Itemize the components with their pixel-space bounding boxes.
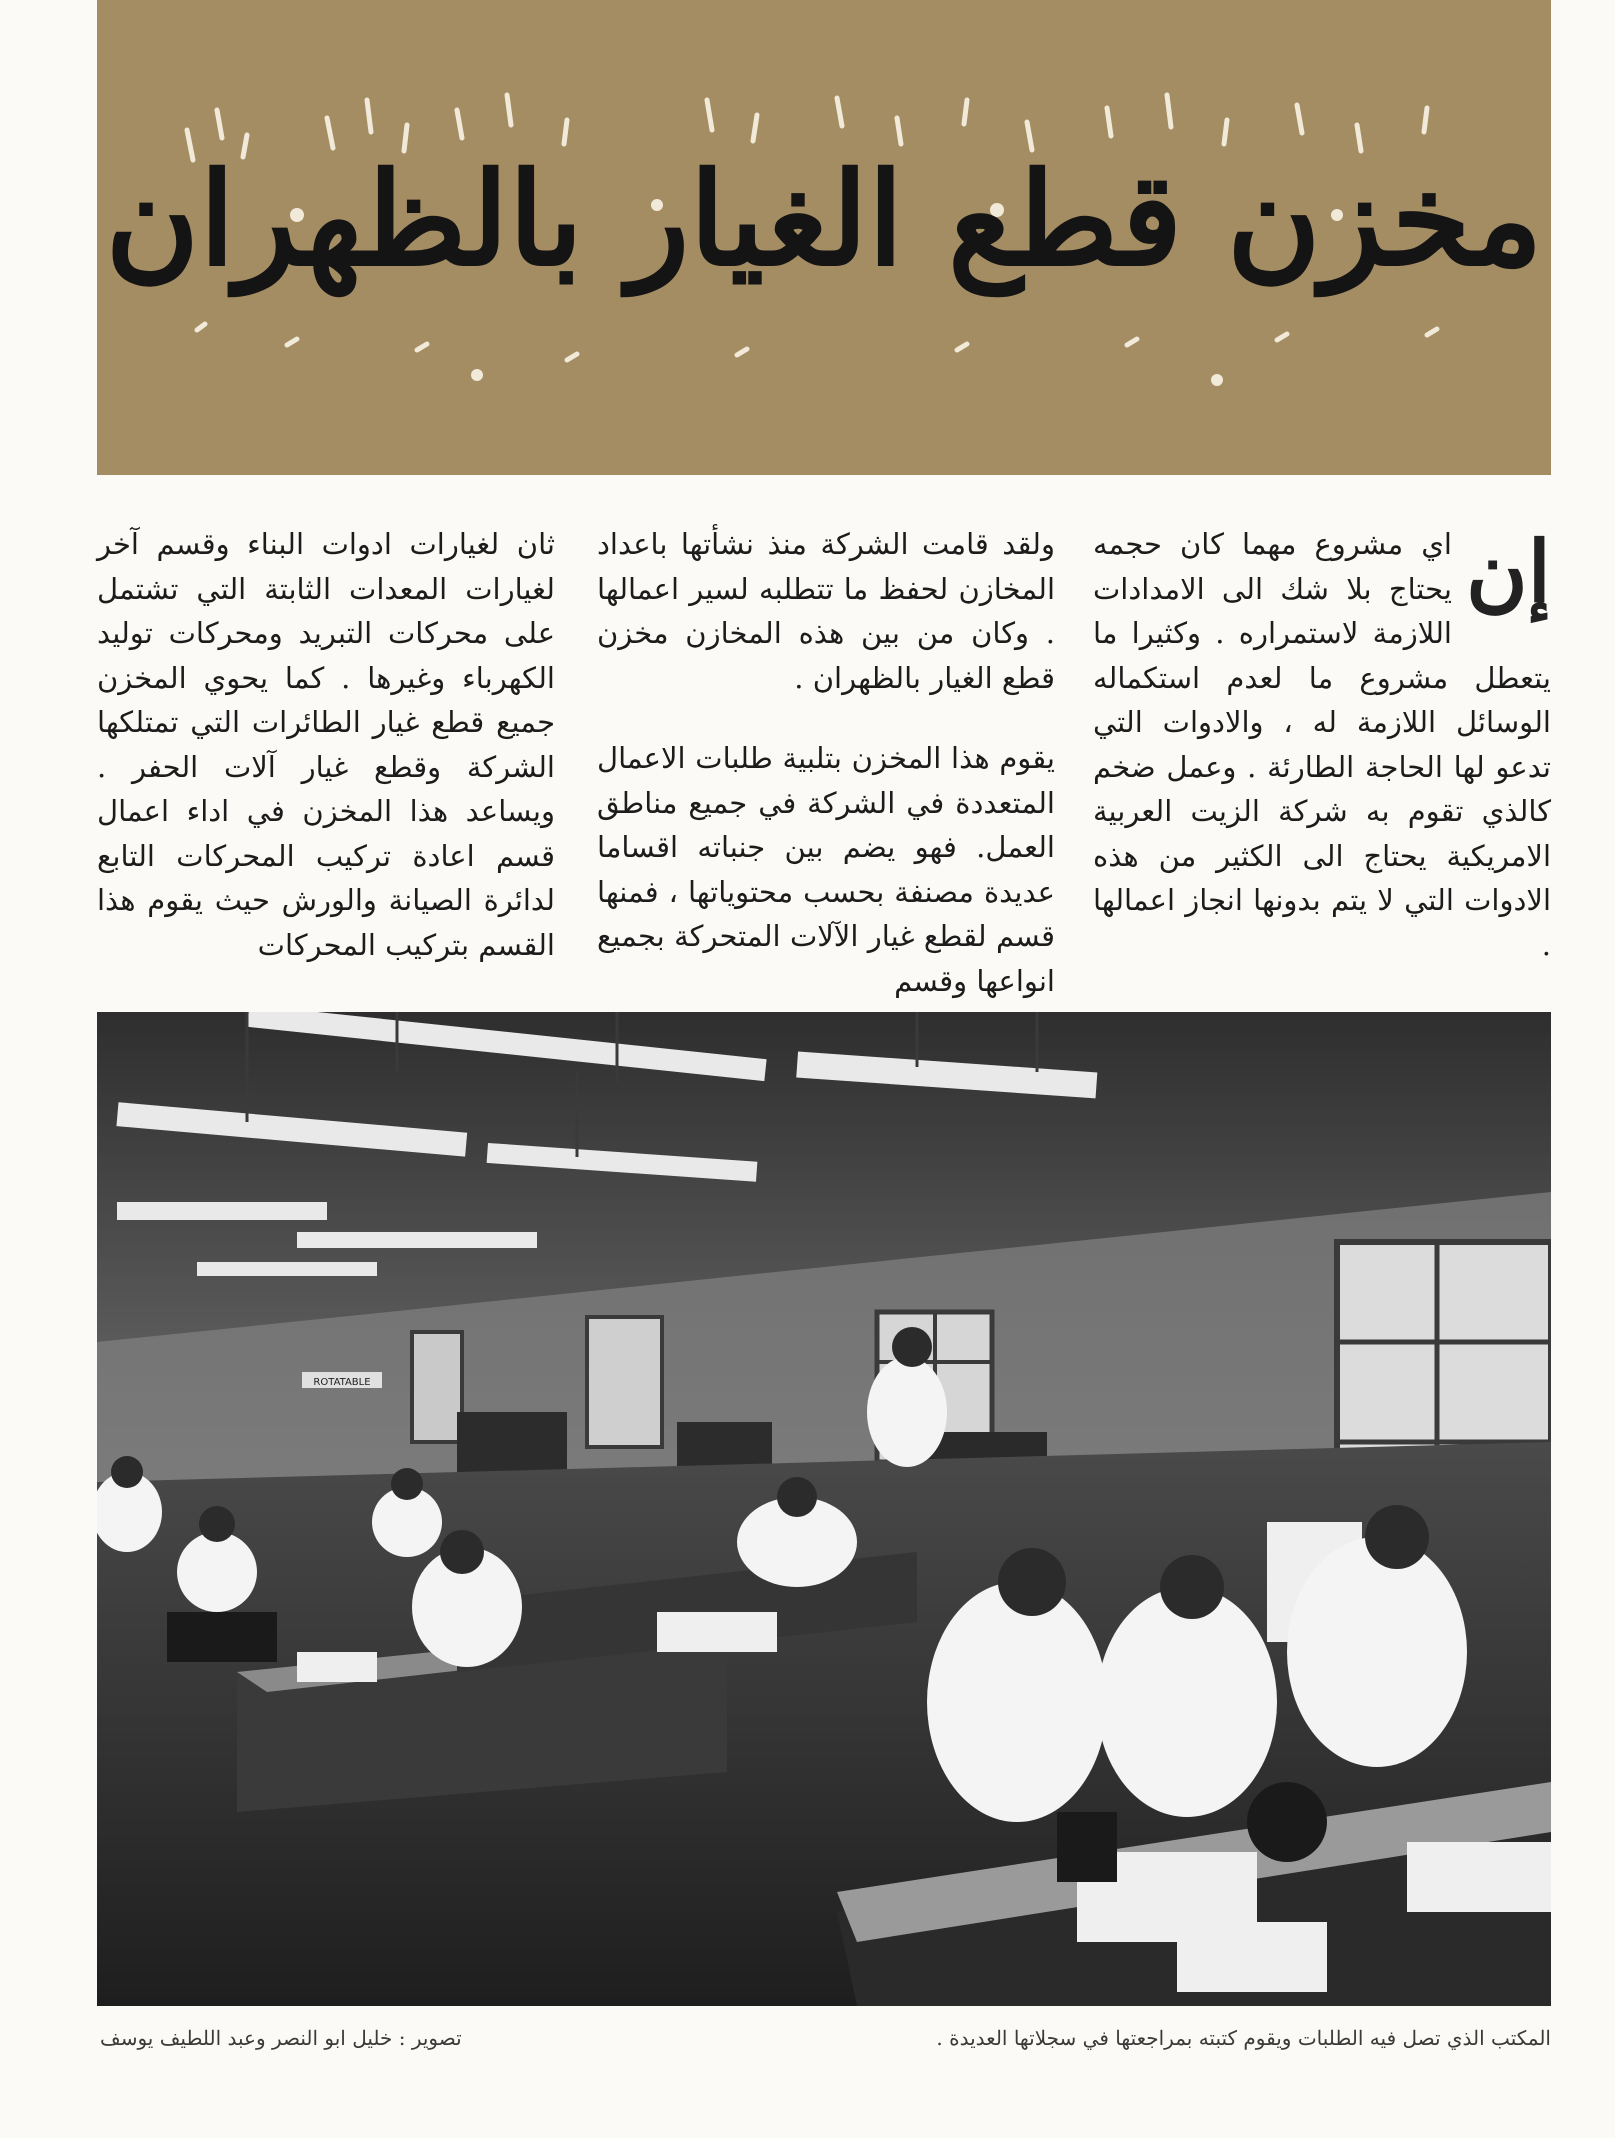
title-banner [97,0,1551,475]
photo-credit: تصوير : خليل ابو النصر وعبد اللطيف يوسف [100,2026,462,2050]
article-title: مخزن قطع الغيار بالظهران [105,145,1543,295]
article-body [97,522,1551,998]
text-column-1 [1093,522,1551,982]
photo-caption: المكتب الذي تصل فيه الطلبات ويقوم كتبته بمراجعتها في سجلاتها العديدة . [936,2026,1551,2050]
svg-text:ROTATABLE: ROTATABLE [313,1377,371,1388]
drop-cap: إن [1465,522,1551,621]
paragraph: ثان لغيارات ادوات البناء وقسم آخر لغيارات المعدات الثابتة التي تشتمل على محركات التبريد ومحركات توليد الكهرباء وغيرها . كما يحوي المخزن جميع قطع غيار الطائرات التي تمتلكها الشركة وقطع غيار آلات الحفر . ويساعد هذا المخزن في اداء اعمال قسم اعادة تركيب المحركات التابع لدائرة الصيانة والورش حيث يقوم هذا القسم بتركيب المحركات [97,527,555,962]
office-photo [97,1012,1551,2006]
paragraph: اي مشروع مهما كان حجمه يحتاج بلا شك الى الامدادات اللازمة لاستمراره . وكثيرا ما يتعطل مشروع ما لعدم استكماله الوسائل اللازمة له ، والادوات التي تدعو لها الحاجة الطارئة . وعمل ضخم كالذي تقوم به شركة الزيت العربية الامريكية يحتاج الى الكثير من هذه الادوات التي لا يتم بدونها انجاز اعمالها . [1093,527,1551,962]
text-column-2 [597,522,1055,998]
text-column-3 [97,522,555,982]
paragraph: يقوم هذا المخزن بتلبية طلبات الاعمال المتعددة في الشركة في جميع مناطق العمل. فهو يضم بين جنباته اقساما عديدة مصنفة بحسب محتوياتها ، فمنها قسم لقطع غيار الآلات المتحركة بجميع انواعها وقسم [597,741,1055,998]
paragraph: ولقد قامت الشركة منذ نشأتها باعداد المخازن لحفظ ما تتطلبه لسير اعمالها . وكان من بين هذه المخازن مخزن قطع الغيار بالظهران . [597,527,1055,695]
